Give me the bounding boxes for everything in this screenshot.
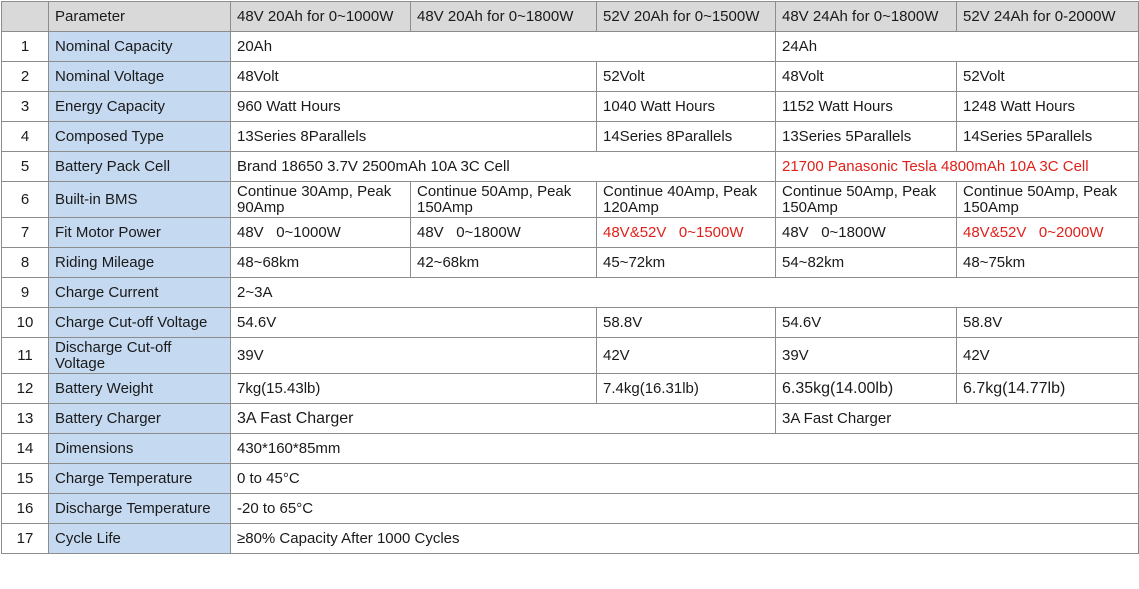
row-number: 16: [2, 494, 49, 524]
parameter-name: Discharge Cut-off Voltage: [49, 338, 231, 374]
value-cell: 48V 0~1000W: [231, 218, 411, 248]
table-row: [2, 338, 1139, 374]
parameter-name: Built-in BMS: [49, 182, 231, 218]
value-cell: 52Volt: [957, 62, 1139, 92]
table-row: [2, 494, 1139, 524]
table-row: [2, 122, 1139, 152]
value-cell: 14Series 5Parallels: [957, 122, 1139, 152]
value-cell: 1152 Watt Hours: [776, 92, 957, 122]
header-parameter: Parameter: [49, 2, 231, 32]
header-model-4: 48V 24Ah for 0~1800W: [776, 2, 957, 32]
row-number: 13: [2, 404, 49, 434]
header-model-1: 48V 20Ah for 0~1000W: [231, 2, 411, 32]
value-cell: 42~68km: [411, 248, 597, 278]
row-number: 11: [2, 338, 49, 374]
parameter-name: Nominal Voltage: [49, 62, 231, 92]
row-number: 3: [2, 92, 49, 122]
value-cell: 960 Watt Hours: [231, 92, 597, 122]
value-cell: 3A Fast Charger: [231, 404, 776, 434]
value-cell: 24Ah: [776, 32, 1139, 62]
table-row: [2, 404, 1139, 434]
battery-spec-table: [1, 1, 1139, 554]
value-cell-highlight: 21700 Panasonic Tesla 4800mAh 10A 3C Cell: [776, 152, 1139, 182]
parameter-name: Battery Pack Cell: [49, 152, 231, 182]
value-cell: 58.8V: [957, 308, 1139, 338]
value-cell: 7.4kg(16.31lb): [597, 374, 776, 404]
value-cell: 54~82km: [776, 248, 957, 278]
table-row: [2, 434, 1139, 464]
header-model-2: 48V 20Ah for 0~1800W: [411, 2, 597, 32]
value-cell: 13Series 5Parallels: [776, 122, 957, 152]
table-row: [2, 248, 1139, 278]
value-cell: -20 to 65°C: [231, 494, 1139, 524]
row-number: 6: [2, 182, 49, 218]
table-row: [2, 182, 1139, 218]
parameter-name: Nominal Capacity: [49, 32, 231, 62]
parameter-name: Battery Charger: [49, 404, 231, 434]
value-cell: 48Volt: [231, 62, 597, 92]
parameter-name: Discharge Temperature: [49, 494, 231, 524]
row-number: 2: [2, 62, 49, 92]
table-row: [2, 218, 1139, 248]
value-cell: ≥80% Capacity After 1000 Cycles: [231, 524, 1139, 554]
value-cell: 0 to 45°C: [231, 464, 1139, 494]
parameter-name: Dimensions: [49, 434, 231, 464]
parameter-name: Energy Capacity: [49, 92, 231, 122]
value-cell: 20Ah: [231, 32, 776, 62]
parameter-name: Charge Current: [49, 278, 231, 308]
parameter-name: Cycle Life: [49, 524, 231, 554]
value-cell: 48~75km: [957, 248, 1139, 278]
value-cell: 48V 0~1800W: [776, 218, 957, 248]
parameter-name: Riding Mileage: [49, 248, 231, 278]
value-cell: 45~72km: [597, 248, 776, 278]
value-cell: Continue 50Amp, Peak 150Amp: [957, 182, 1139, 218]
value-cell: Brand 18650 3.7V 2500mAh 10A 3C Cell: [231, 152, 776, 182]
value-cell: 6.35kg(14.00lb): [776, 374, 957, 404]
row-number: 12: [2, 374, 49, 404]
value-cell: 1040 Watt Hours: [597, 92, 776, 122]
value-cell: Continue 40Amp, Peak 120Amp: [597, 182, 776, 218]
value-cell: 58.8V: [597, 308, 776, 338]
header-model-5: 52V 24Ah for 0-2000W: [957, 2, 1139, 32]
table-row: [2, 62, 1139, 92]
value-cell: 54.6V: [231, 308, 597, 338]
header-model-3: 52V 20Ah for 0~1500W: [597, 2, 776, 32]
row-number: 15: [2, 464, 49, 494]
value-cell: 430*160*85mm: [231, 434, 1139, 464]
header-num: [2, 2, 49, 32]
value-cell: 48Volt: [776, 62, 957, 92]
table-row: [2, 374, 1139, 404]
row-number: 5: [2, 152, 49, 182]
table-row: [2, 524, 1139, 554]
value-cell: 13Series 8Parallels: [231, 122, 597, 152]
value-cell: Continue 50Amp, Peak 150Amp: [776, 182, 957, 218]
value-cell: 1248 Watt Hours: [957, 92, 1139, 122]
row-number: 7: [2, 218, 49, 248]
value-cell: 7kg(15.43lb): [231, 374, 597, 404]
table-row: [2, 152, 1139, 182]
value-cell: Continue 30Amp, Peak 90Amp: [231, 182, 411, 218]
row-number: 1: [2, 32, 49, 62]
row-number: 14: [2, 434, 49, 464]
value-cell: 42V: [957, 338, 1139, 374]
row-number: 8: [2, 248, 49, 278]
value-cell: 48~68km: [231, 248, 411, 278]
value-cell: Continue 50Amp, Peak 150Amp: [411, 182, 597, 218]
parameter-name: Charge Temperature: [49, 464, 231, 494]
table-row: [2, 308, 1139, 338]
row-number: 10: [2, 308, 49, 338]
table-row: [2, 464, 1139, 494]
value-cell: 48V 0~1800W: [411, 218, 597, 248]
parameter-name: Composed Type: [49, 122, 231, 152]
table-row: [2, 32, 1139, 62]
row-number: 17: [2, 524, 49, 554]
value-cell: 52Volt: [597, 62, 776, 92]
value-cell: 2~3A: [231, 278, 1139, 308]
header-row: [2, 2, 1139, 32]
table-row: [2, 92, 1139, 122]
value-cell: 39V: [776, 338, 957, 374]
value-cell: 3A Fast Charger: [776, 404, 1139, 434]
parameter-name: Fit Motor Power: [49, 218, 231, 248]
value-cell-highlight: 48V&52V 0~2000W: [957, 218, 1139, 248]
table-row: [2, 278, 1139, 308]
value-cell: 14Series 8Parallels: [597, 122, 776, 152]
parameter-name: Battery Weight: [49, 374, 231, 404]
value-cell: 39V: [231, 338, 597, 374]
value-cell: 42V: [597, 338, 776, 374]
value-cell: 54.6V: [776, 308, 957, 338]
value-cell-highlight: 48V&52V 0~1500W: [597, 218, 776, 248]
parameter-name: Charge Cut-off Voltage: [49, 308, 231, 338]
row-number: 9: [2, 278, 49, 308]
row-number: 4: [2, 122, 49, 152]
value-cell: 6.7kg(14.77lb): [957, 374, 1139, 404]
